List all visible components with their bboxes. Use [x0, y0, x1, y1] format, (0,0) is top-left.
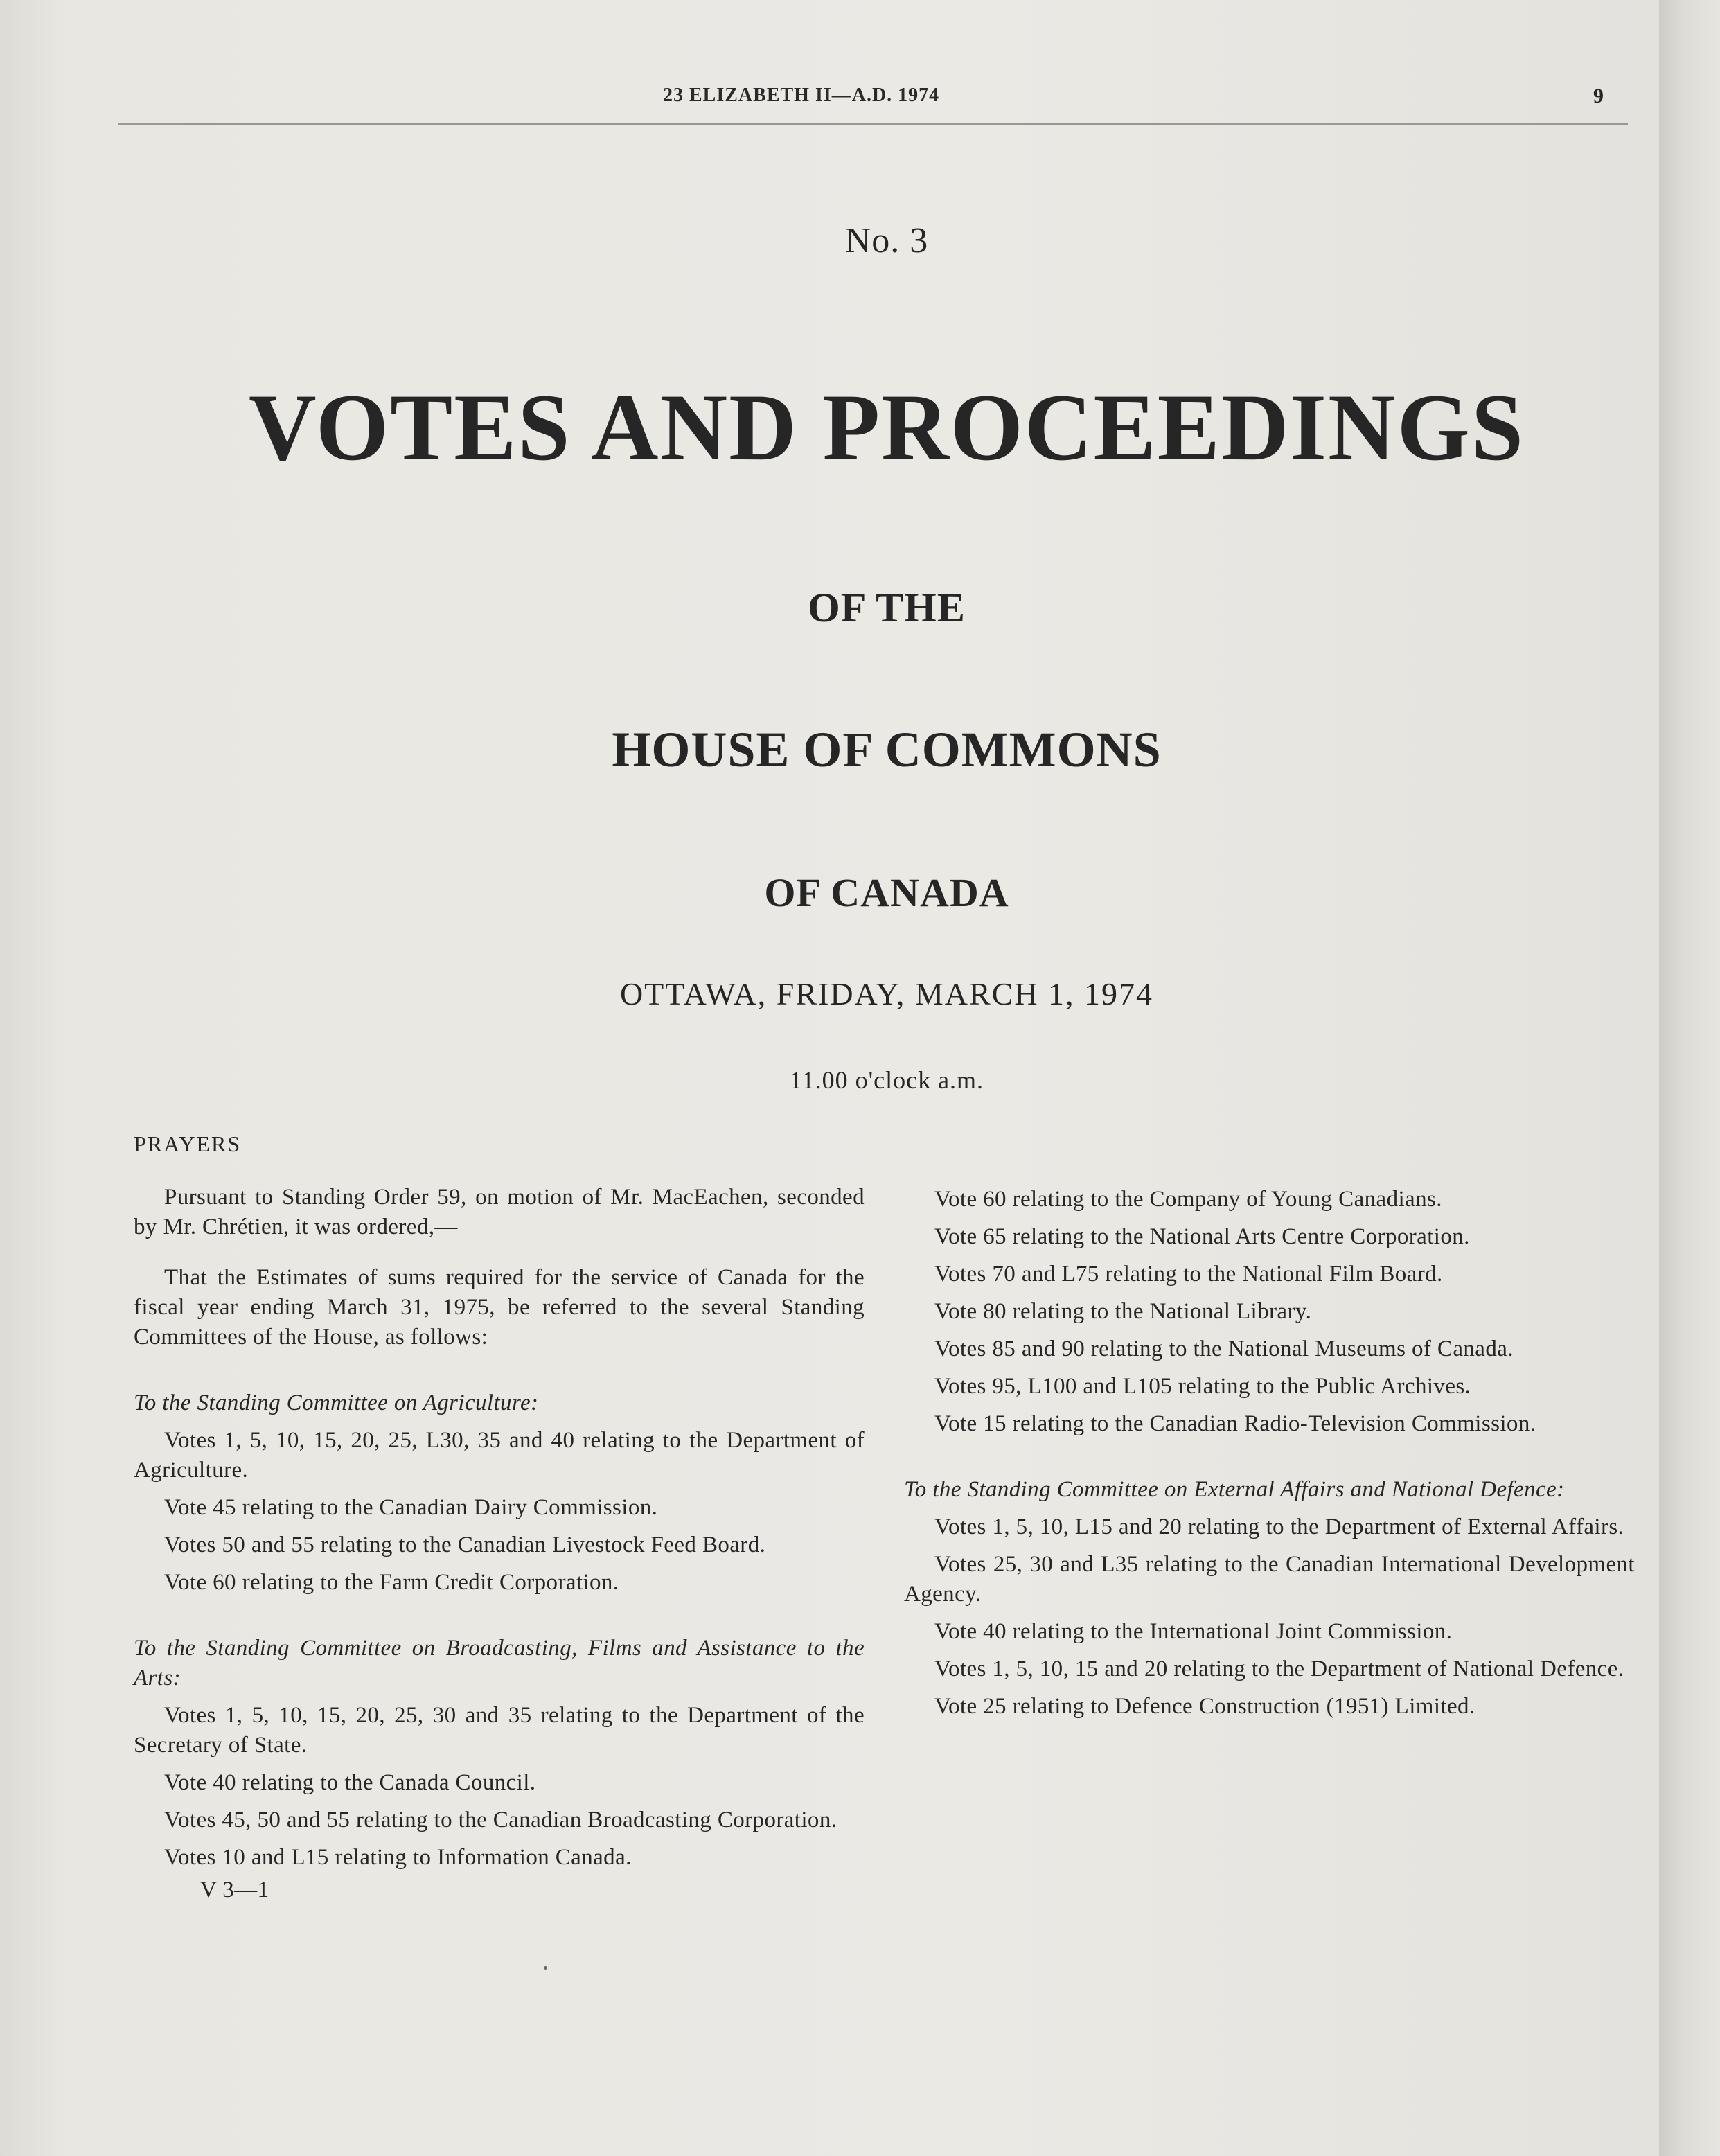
- list-item: Votes 25, 30 and L35 relating to the Canadian International Development Agency.: [904, 1552, 1635, 1607]
- running-title: 23 ELIZABETH II—A.D. 1974: [663, 85, 940, 106]
- list-item: Votes 45, 50 and 55 relating to the Canadian Broadcasting Corporation.: [164, 1808, 837, 1832]
- print-speck: [544, 1966, 547, 1970]
- list-item: Votes 1, 5, 10, 15, 20, 25, 30 and 35 relating to the Department of the Secretary of State.: [134, 1703, 865, 1758]
- list-item: Vote 40 relating to the International Joint Commission.: [934, 1619, 1453, 1644]
- list-item: Vote 80 relating to the National Library.: [934, 1299, 1312, 1324]
- list-item: Votes 85 and 90 relating to the National Museums of Canada.: [934, 1336, 1514, 1361]
- list-item: Votes 1, 5, 10, 15 and 20 relating to the Department of National Defence.: [934, 1656, 1624, 1681]
- sitting-time: 11.00 o'clock a.m.: [789, 1066, 984, 1094]
- dateline: OTTAWA, FRIDAY, MARCH 1, 1974: [619, 976, 1154, 1011]
- list-item: Vote 45 relating to the Canadian Dairy Commission.: [164, 1495, 658, 1520]
- list-item: Votes 95, L100 and L105 relating to the Public Archives.: [934, 1374, 1471, 1399]
- left-column: [134, 1129, 865, 1905]
- list-item: Vote 25 relating to Defence Construction (1951) Limited.: [934, 1694, 1475, 1719]
- resolution-paragraph: That the Estimates of sums required for the service of Canada for the fiscal year ending March 31, 1975, be referred to the several Standing Committees of the House, as follows:: [134, 1265, 865, 1350]
- page-number: 9: [1593, 85, 1604, 107]
- subtitle-of-canada: OF CANADA: [764, 870, 1009, 915]
- list-item: Vote 60 relating to the Company of Young Canadians.: [934, 1187, 1442, 1212]
- list-item: Votes 70 and L75 relating to the National Film Board.: [934, 1262, 1443, 1287]
- list-item: Vote 15 relating to the Canadian Radio-Television Commission.: [934, 1411, 1536, 1436]
- list-item: Vote 40 relating to the Canada Council.: [164, 1770, 536, 1795]
- list-item: Votes 10 and L15 relating to Information Canada.: [164, 1845, 632, 1870]
- list-item: Vote 60 relating to the Farm Credit Corporation.: [164, 1570, 619, 1595]
- issue-number: No. 3: [844, 221, 929, 260]
- list-item: Vote 65 relating to the National Arts Centre Corporation.: [934, 1224, 1470, 1249]
- list-item: Votes 1, 5, 10, L15 and 20 relating to the Department of External Affairs.: [934, 1514, 1624, 1539]
- prayers-heading: PRAYERS: [134, 1131, 242, 1156]
- running-head: [0, 85, 1659, 112]
- committee-heading-broadcasting: To the Standing Committee on Broadcasting, Films and Assistance to the Arts:: [134, 1636, 865, 1690]
- committee-heading-agriculture: To the Standing Committee on Agriculture:: [134, 1390, 539, 1415]
- committee-heading-external-affairs: To the Standing Committee on External Affairs and National Defence:: [904, 1477, 1565, 1502]
- page-edge: [1659, 0, 1720, 2156]
- list-item: Votes 1, 5, 10, 15, 20, 25, L30, 35 and 40 relating to the Department of Agriculture.: [134, 1428, 865, 1483]
- page-title: VOTES AND PROCEEDINGS: [248, 374, 1525, 480]
- subtitle-house-of-commons: HOUSE OF COMMONS: [612, 722, 1162, 777]
- header-rule: [118, 123, 1628, 125]
- list-item: Votes 50 and 55 relating to the Canadian Livestock Feed Board.: [164, 1532, 766, 1557]
- right-column: [904, 1185, 1635, 1722]
- motion-paragraph: Pursuant to Standing Order 59, on motion of Mr. MacEachen, seconded by Mr. Chrétien, it was ordered,—: [134, 1185, 865, 1239]
- subtitle-of-the: OF THE: [808, 585, 966, 630]
- signature-mark: V 3—1: [200, 1877, 269, 1902]
